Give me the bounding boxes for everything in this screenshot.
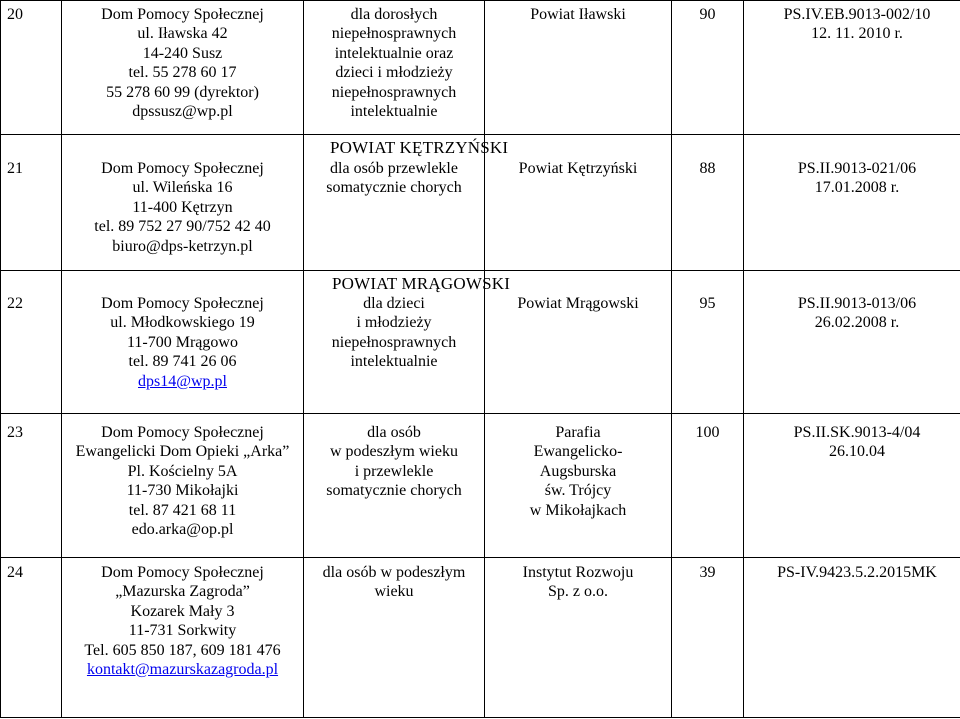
decision xyxy=(744,414,960,558)
facility-email-link[interactable]: dps14@wp.pl xyxy=(138,372,227,390)
row-number: 24 xyxy=(1,558,62,718)
row-number: 21 xyxy=(1,135,62,271)
table-row xyxy=(1,1,960,135)
type-line: somatycznie chorych xyxy=(326,482,462,500)
type-line: wieku xyxy=(374,583,414,601)
facility-type xyxy=(304,558,485,718)
facility-owner xyxy=(485,558,672,718)
facility-email-link[interactable]: kontakt@mazurskazagroda.pl xyxy=(86,661,279,679)
type-line: dla osób przewlekle xyxy=(330,160,458,177)
type-line: niepełnosprawnych xyxy=(331,83,457,101)
table-row xyxy=(1,135,960,271)
facility-owner xyxy=(485,1,672,135)
decision-number: PS.IV.EB.9013-002/10 xyxy=(783,6,931,23)
owner-line: Sp. z o.o. xyxy=(548,583,608,601)
facility-street: Kozarek Mały 3 xyxy=(130,602,235,620)
type-line: dla dorosłych xyxy=(350,6,438,23)
facility-type xyxy=(304,135,509,271)
facility-name: Dom Pomocy Społecznej xyxy=(101,160,264,177)
facility-street: ul. Młodkowskiego 19 xyxy=(110,314,255,332)
facility-type xyxy=(304,271,511,414)
facility-address xyxy=(62,135,304,271)
type-line: i przewlekle xyxy=(354,462,434,480)
facility-name-2: „Mazurska Zagroda” xyxy=(115,583,250,601)
type-line: intelektualnie oraz xyxy=(334,44,454,62)
facility-phone: Tel. 605 850 187, 609 181 476 xyxy=(84,641,281,659)
type-line: intelektualnie xyxy=(350,353,438,371)
facility-name: Dom Pomocy Społecznej xyxy=(101,564,264,581)
owner-line: św. Trójcy xyxy=(544,482,612,500)
table-row xyxy=(1,414,960,558)
facility-phone-director: 55 278 60 99 (dyrektor) xyxy=(106,83,259,101)
facility-street: ul. Wileńska 16 xyxy=(132,179,233,197)
facility-postcode: 11-731 Sorkwity xyxy=(128,622,237,640)
decision xyxy=(744,135,960,271)
type-line: dzieci i młodzieży xyxy=(335,64,453,82)
type-line: dla osób xyxy=(367,424,421,441)
facility-postcode: 11-700 Mrągowo xyxy=(127,333,238,351)
owner-line: Instytut Rozwoju xyxy=(522,564,634,581)
owner-line: Powiat Iławski xyxy=(530,6,626,23)
facility-postcode: 11-730 Mikołajki xyxy=(126,482,239,500)
table-row xyxy=(1,271,960,414)
facility-address xyxy=(62,414,304,558)
facility-name: Dom Pomocy Społecznej xyxy=(101,295,264,312)
facility-owner xyxy=(485,414,672,558)
decision-date: 17.01.2008 r. xyxy=(814,179,900,197)
facility-name: Dom Pomocy Społecznej xyxy=(101,424,264,441)
places-count: 95 xyxy=(672,271,744,414)
type-line: w podeszłym wieku xyxy=(330,443,458,461)
facility-postcode: 14-240 Susz xyxy=(142,44,223,62)
decision xyxy=(744,271,960,414)
facility-street: Pl. Kościelny 5A xyxy=(127,462,238,480)
facility-owner xyxy=(485,271,672,414)
facility-owner xyxy=(485,135,672,271)
row-number: 22 xyxy=(1,271,62,414)
facility-phone: tel. 89 741 26 06 xyxy=(128,353,237,371)
decision-number: PS.II.9013-021/06 xyxy=(797,160,917,177)
decision xyxy=(744,558,960,718)
places-count: 39 xyxy=(672,558,744,718)
facility-phone: tel. 87 421 68 11 xyxy=(128,501,237,519)
powiat-header: POWIAT MRĄGOWSKI xyxy=(332,274,511,293)
owner-line: Parafia xyxy=(555,424,601,441)
facility-street: ul. Iławska 42 xyxy=(137,25,228,43)
owner-line: Augsburska xyxy=(539,462,617,480)
type-line: niepełnosprawnych xyxy=(331,25,457,43)
decision-date: 12. 11. 2010 r. xyxy=(811,25,903,43)
places-count: 90 xyxy=(672,1,744,135)
powiat-header: POWIAT KĘTRZYŃSKI xyxy=(330,138,509,157)
places-count: 88 xyxy=(672,135,744,271)
facility-address xyxy=(62,1,304,135)
facility-type xyxy=(304,414,485,558)
facility-type xyxy=(304,1,485,135)
facility-address xyxy=(62,558,304,718)
type-line: somatycznie chorych xyxy=(326,179,462,197)
places-count: 100 xyxy=(672,414,744,558)
facility-email: biuro@dps-ketrzyn.pl xyxy=(112,237,253,255)
owner-line: Powiat Mrągowski xyxy=(517,295,639,312)
owner-line: w Mikołajkach xyxy=(529,501,627,519)
decision-number: PS.II.9013-013/06 xyxy=(797,295,917,312)
owner-line: Powiat Kętrzyński xyxy=(518,160,638,177)
type-line: niepełnosprawnych xyxy=(331,333,457,351)
facility-name: Dom Pomocy Społecznej xyxy=(101,6,264,23)
owner-line: Ewangelicko- xyxy=(533,443,623,461)
type-line: i młodzieży xyxy=(356,314,432,332)
type-line: dla osób w podeszłym xyxy=(322,564,466,581)
facility-email: dpssusz@wp.pl xyxy=(132,103,233,121)
facility-phone: tel. 55 278 60 17 xyxy=(128,64,237,82)
row-number: 23 xyxy=(1,414,62,558)
facility-address xyxy=(62,271,304,414)
facility-postcode: 11-400 Kętrzyn xyxy=(132,198,233,216)
decision-number: PS.II.SK.9013-4/04 xyxy=(793,424,921,441)
facility-name-2: Ewangelicki Dom Opieki „Arka” xyxy=(75,443,290,461)
decision-number: PS-IV.9423.5.2.2015MK xyxy=(777,564,937,581)
facility-phone: tel. 89 752 27 90/752 42 40 xyxy=(94,218,271,236)
decision xyxy=(744,1,960,135)
decision-date: 26.02.2008 r. xyxy=(814,314,900,332)
row-number: 20 xyxy=(1,1,62,135)
type-line: dla dzieci xyxy=(363,295,425,312)
decision-date: 26.10.04 xyxy=(829,443,885,461)
facility-email: edo.arka@op.pl xyxy=(131,521,234,539)
table-row xyxy=(1,558,960,718)
type-line: intelektualnie xyxy=(350,103,438,121)
